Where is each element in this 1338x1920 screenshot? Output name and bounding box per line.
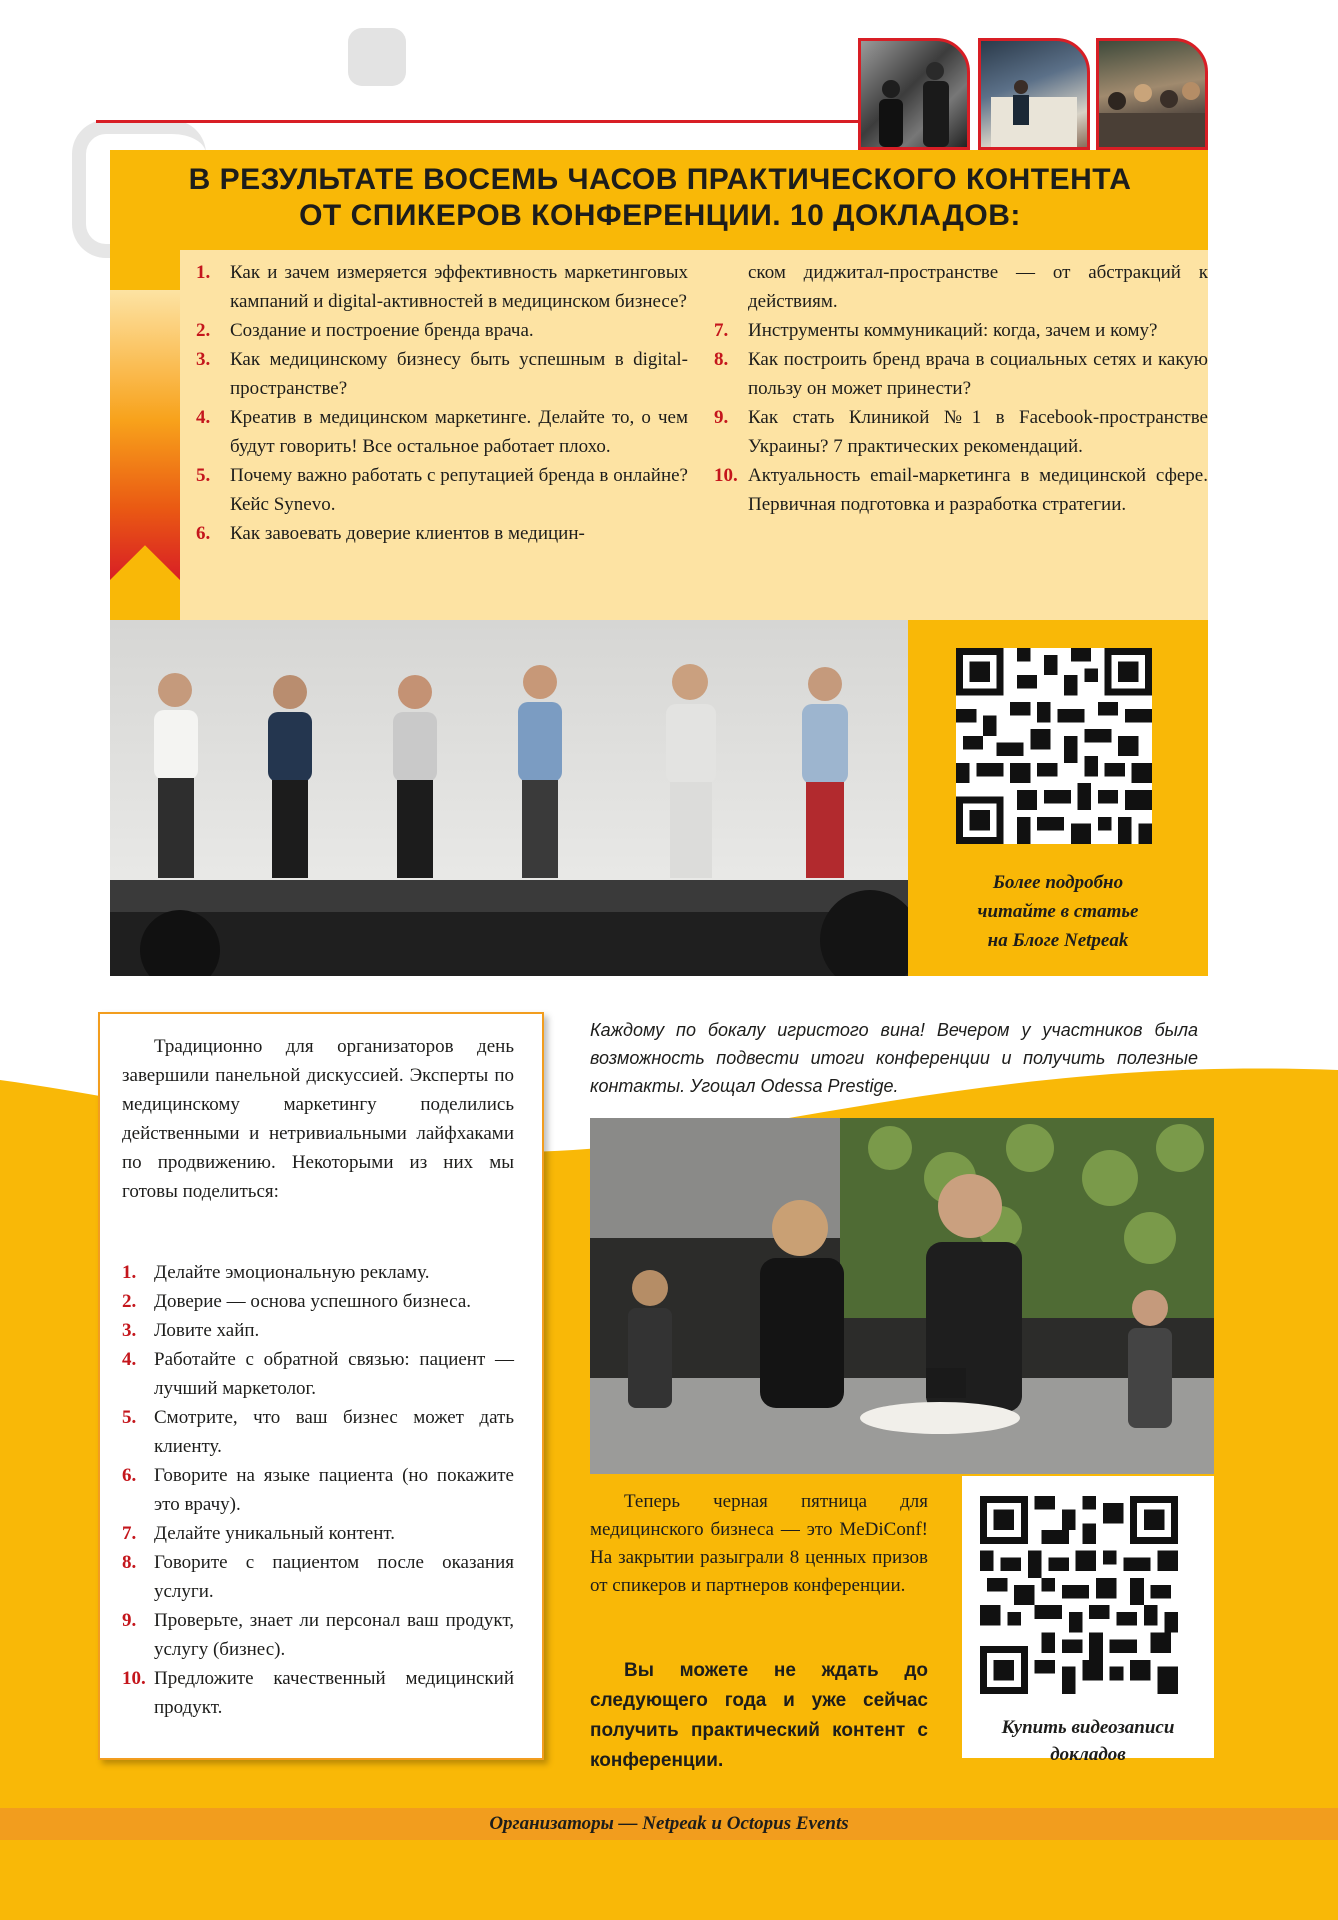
list-text: Ловите хайп. <box>154 1320 260 1341</box>
list-text: Доверие — основа успешного бизнеса. <box>154 1291 471 1312</box>
list-text: Как и зачем измеряется эффективность маркетинговых кампаний и digital-активностей в медицинском бизнесе? <box>230 262 688 312</box>
list-text: Предложите качественный медицинский продукт. <box>154 1668 514 1718</box>
wine-caption: Каждому по бокалу игристого вина! Вечером у участников была возможность подвести итоги конференции и получить полезные контакты. Угощал Odessa Prestige. <box>590 1020 1198 1096</box>
list-item <box>122 1287 514 1316</box>
list-item <box>196 519 688 548</box>
list-item <box>196 316 688 345</box>
list-item <box>122 1316 514 1345</box>
list-text: Делайте уникальный контент. <box>154 1523 396 1544</box>
list-number: 5. <box>122 1407 137 1428</box>
list-number: 4. <box>196 407 211 428</box>
panel-discussion-photo <box>110 620 908 976</box>
list-item <box>122 1403 514 1461</box>
list-text: Проверьте, знает ли персонал ваш продукт, услугу (бизнес). <box>154 1610 514 1660</box>
talks-list-column-2 <box>714 258 1208 519</box>
call-to-action-text: Вы можете не ждать до следующего года и уже сейчас получить практический контент с конференции. <box>590 1660 928 1771</box>
list-item <box>122 1664 514 1722</box>
blog-caption-line: читайте в статье <box>977 901 1139 922</box>
list-text: Создание и построение бренда врача. <box>230 320 534 341</box>
list-text: Говорите с пациентом после оказания услуги. <box>154 1552 514 1602</box>
qr-code-blog[interactable] <box>956 648 1152 844</box>
networking-photo <box>590 1118 1214 1474</box>
list-number: 7. <box>122 1523 137 1544</box>
event-thumbnail-audience <box>1096 38 1208 150</box>
event-thumbnail-speaker <box>858 38 970 150</box>
list-text: Креатив в медицинском маркетинге. Делайте то, о чем будут говорить! Все остальное работает плохо. <box>230 407 688 457</box>
organizers-footer: Организаторы — Netpeak и Octopus Events <box>489 1813 849 1834</box>
qr-code-video[interactable] <box>980 1496 1178 1694</box>
list-text: ском диджитал-пространстве — от абстракций к действиям. <box>748 262 1208 312</box>
blog-caption-line: Более подробно <box>992 872 1124 893</box>
list-number: 7. <box>714 320 729 341</box>
list-item <box>122 1461 514 1519</box>
list-number: 2. <box>196 320 211 341</box>
list-item <box>714 461 1208 519</box>
list-number: 3. <box>196 349 211 370</box>
list-number: 3. <box>122 1320 137 1341</box>
list-item <box>714 258 1208 316</box>
list-item <box>714 345 1208 403</box>
section-headline <box>130 162 1190 234</box>
list-item <box>122 1345 514 1403</box>
list-number: 6. <box>122 1465 137 1486</box>
blog-caption-line: на Блоге Netpeak <box>987 930 1129 951</box>
list-text: Как построить бренд врача в социальных сетях и какую пользу он может принести? <box>748 349 1208 399</box>
list-number: 8. <box>714 349 729 370</box>
list-item <box>196 403 688 461</box>
list-text: Почему важно работать с репутацией бренда в онлайне? Кейс Synevo. <box>230 465 688 515</box>
list-text: Актуальность email-маркетинга в медицинской сфере. Первичная подготовка и разработка стратегии. <box>748 465 1208 515</box>
list-number: 10. <box>122 1668 146 1689</box>
list-number: 1. <box>122 1262 137 1283</box>
event-thumbnail-booth <box>978 38 1090 150</box>
decorative-red-line <box>96 120 862 123</box>
decorative-tab <box>348 28 406 86</box>
blog-caption <box>930 868 1186 955</box>
list-text: Инструменты коммуникаций: когда, зачем и кому? <box>748 320 1158 341</box>
list-item <box>196 345 688 403</box>
list-number: 4. <box>122 1349 137 1370</box>
list-item <box>714 403 1208 461</box>
list-item <box>122 1258 514 1287</box>
list-item <box>714 316 1208 345</box>
list-number: 2. <box>122 1291 137 1312</box>
list-text: Как завоевать доверие клиентов в медицин- <box>230 523 585 544</box>
list-number: 1. <box>196 262 211 283</box>
list-text: Делайте эмоциональную рекламу. <box>154 1262 430 1283</box>
list-number: 5. <box>196 465 211 486</box>
list-text: Смотрите, что ваш бизнес может дать клиенту. <box>154 1407 514 1457</box>
lifehacks-list <box>122 1258 514 1722</box>
list-number: 6. <box>196 523 211 544</box>
list-number: 9. <box>122 1610 137 1631</box>
list-number: 10. <box>714 465 738 486</box>
video-purchase-caption <box>962 1714 1214 1768</box>
list-item <box>122 1519 514 1548</box>
list-item <box>196 258 688 316</box>
list-text: Работайте с обратной связью: пациент — лучший маркетолог. <box>154 1349 514 1399</box>
list-item <box>122 1606 514 1664</box>
list-number: 8. <box>122 1552 137 1573</box>
headline-line-2: ОТ СПИКЕРОВ КОНФЕРЕНЦИИ. 10 ДОКЛАДОВ: <box>299 199 1021 232</box>
talks-list-column-1 <box>196 258 688 548</box>
list-item <box>122 1548 514 1606</box>
video-caption-line: докладов <box>1050 1744 1126 1765</box>
video-caption-line: Купить видеозаписи <box>1001 1717 1175 1738</box>
headline-line-1: В РЕЗУЛЬТАТЕ ВОСЕМЬ ЧАСОВ ПРАКТИЧЕСКОГО КОНТЕНТА <box>188 163 1132 196</box>
lifehacks-intro: Традиционно для организаторов день завершили панельной дискуссией. Эксперты по медицинскому маркетингу поделились действенными и нетривиальными лайфхаками по продвижению. Некоторыми из них мы готовы поделиться: <box>122 1036 514 1202</box>
list-number: 9. <box>714 407 729 428</box>
list-text: Говорите на языке пациента (но покажите это врачу). <box>154 1465 514 1515</box>
decorative-gradient-ribbon <box>110 290 180 580</box>
list-text: Как стать Клиникой №1 в Facebook-пространстве Украины? 7 практических рекомендаций. <box>748 407 1208 457</box>
list-item <box>196 461 688 519</box>
black-friday-text: Теперь черная пятница для медицинского бизнеса — это MeDiConf! На закрытии разыграли 8 ценных призов от спикеров и партнеров конференции. <box>590 1491 928 1596</box>
list-text: Как медицинскому бизнесу быть успешным в digital-пространстве? <box>230 349 688 399</box>
